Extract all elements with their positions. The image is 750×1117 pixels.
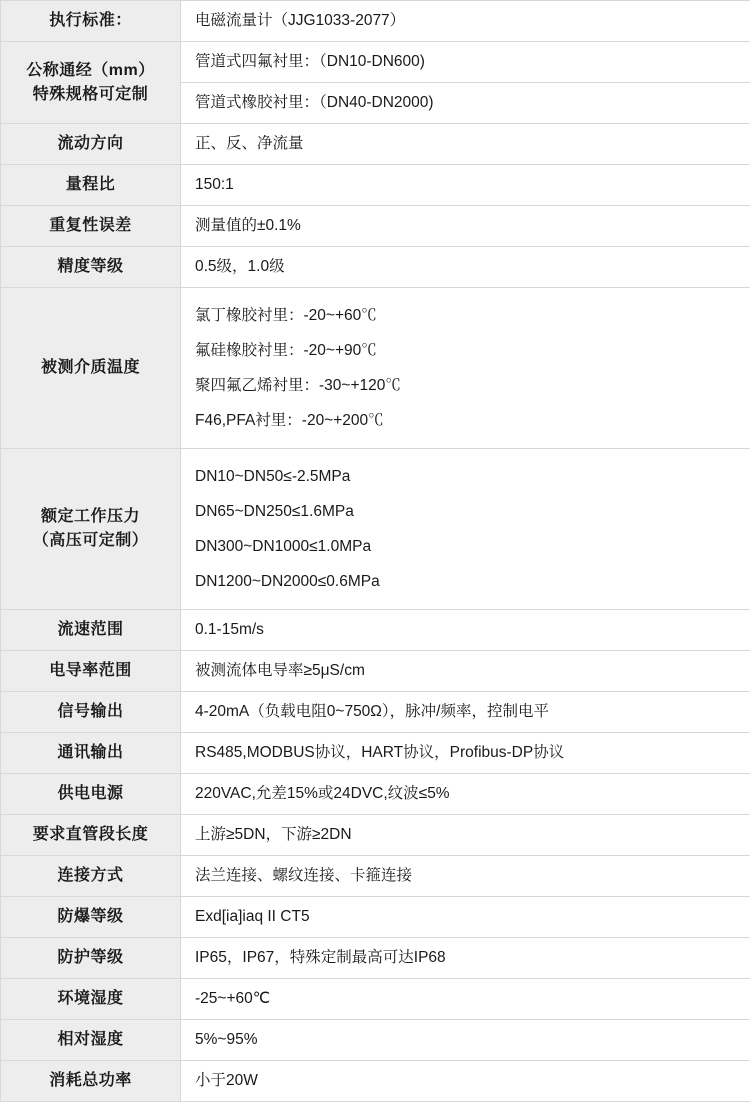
row-label-line: 防爆等级 [57,908,124,926]
row-label-line: 防护等级 [57,949,124,967]
row-label [1,733,181,774]
table-row [1,165,750,206]
row-label-line: 信号输出 [57,703,124,721]
row-value-line: DN65~DN250≤1.6MPa [195,502,354,520]
row-value-line: 聚四氟乙烯衬里：-30~+120℃ [195,376,401,394]
row-label-line: （高压可定制） [32,532,149,550]
row-label-line: 特殊规格可定制 [32,85,149,103]
row-value: 正、反、净流量 [181,124,750,165]
row-value-line: F46,PFA衬里：-20~+200℃ [195,411,384,429]
row-label [1,449,181,610]
row-label-line: 要求直管段长度 [32,826,149,844]
table-row [1,692,750,733]
row-label [1,247,181,288]
table-row [1,856,750,897]
row-label [1,1020,181,1061]
table-row [1,733,750,774]
row-value: 法兰连接、螺纹连接、卡箍连接 [181,856,750,897]
row-label [1,897,181,938]
row-label-line: 流速范围 [57,621,124,639]
row-value: 5%~95% [181,1020,750,1061]
row-label [1,1061,181,1102]
row-label [1,42,181,124]
row-value-line: DN10~DN50≤-2.5MPa [195,467,351,485]
row-label [1,206,181,247]
row-label-line: 额定工作压力 [40,508,140,526]
row-label [1,124,181,165]
row-value-line: DN300~DN1000≤1.0MPa [195,537,372,555]
specification-table-body [1,1,750,1102]
table-row [1,288,750,449]
row-value: IP65，IP67，特殊定制最高可达IP68 [181,938,750,979]
row-value: RS485,MODBUS协议，HART协议，Profibus-DP协议 [181,733,750,774]
row-label-line: 执行标准： [49,12,132,29]
row-label-line: 消耗总功率 [49,1072,132,1090]
table-row [1,247,750,288]
row-label-line: 被测介质温度 [40,359,140,377]
row-value [181,288,750,449]
row-value: 管道式四氟衬里：（DN10-DN600) [181,42,750,83]
row-label-line: 环境湿度 [57,990,124,1008]
row-value: 150:1 [181,165,750,206]
table-row [1,815,750,856]
row-label-line: 重复性误差 [49,217,132,235]
row-label-line: 量程比 [65,176,116,194]
table-row [1,651,750,692]
table-row [1,449,750,610]
row-value: 管道式橡胶衬里：（DN40-DN2000) [181,83,750,124]
row-label-line: 通讯输出 [57,744,124,762]
table-row [1,938,750,979]
row-label-line: 公称通经（mm） [26,61,155,79]
row-label [1,938,181,979]
table-row [1,610,750,651]
row-value: -25~+60℃ [181,979,750,1020]
row-label [1,610,181,651]
row-value: 220VAC,允差15%或24DVC,纹波≤5% [181,774,750,815]
row-value: 上游≥5DN，下游≥2DN [181,815,750,856]
row-value: 0.5级，1.0级 [181,247,750,288]
table-row [1,1061,750,1102]
row-value-line: DN1200~DN2000≤0.6MPa [195,572,380,590]
row-value: 被测流体电导率≥5μS/cm [181,651,750,692]
row-value: 小于20W [181,1061,750,1102]
table-row [1,1020,750,1061]
row-value-line: 氟硅橡胶衬里：-20~+90℃ [195,341,377,359]
row-label-line: 相对湿度 [57,1031,124,1049]
row-label [1,979,181,1020]
row-label [1,856,181,897]
table-row [1,979,750,1020]
row-label-line: 电导率范围 [49,662,132,680]
row-label-line: 供电电源 [57,785,124,803]
row-value: 0.1-15m/s [181,610,750,651]
row-label-line: 流动方向 [57,135,124,153]
table-row [1,206,750,247]
row-label [1,288,181,449]
row-label-line: 连接方式 [57,867,124,885]
table-row [1,124,750,165]
row-value-line: 氯丁橡胶衬里：-20~+60℃ [195,306,377,324]
table-row [1,1,750,42]
row-value: 测量值的±0.1% [181,206,750,247]
row-label [1,692,181,733]
table-row [1,897,750,938]
table-row [1,774,750,815]
row-value: 4-20mA（负载电阻0~750Ω），脉冲/频率，控制电平 [181,692,750,733]
row-label [1,815,181,856]
row-value: 电磁流量计（JJG1033-2077） [181,1,750,42]
row-label-line: 精度等级 [57,258,124,276]
table-row [1,42,750,83]
row-value: Exd[ia]iaq II CT5 [181,897,750,938]
row-label [1,165,181,206]
row-label [1,774,181,815]
row-label [1,1,181,42]
row-label [1,651,181,692]
row-value [181,449,750,610]
